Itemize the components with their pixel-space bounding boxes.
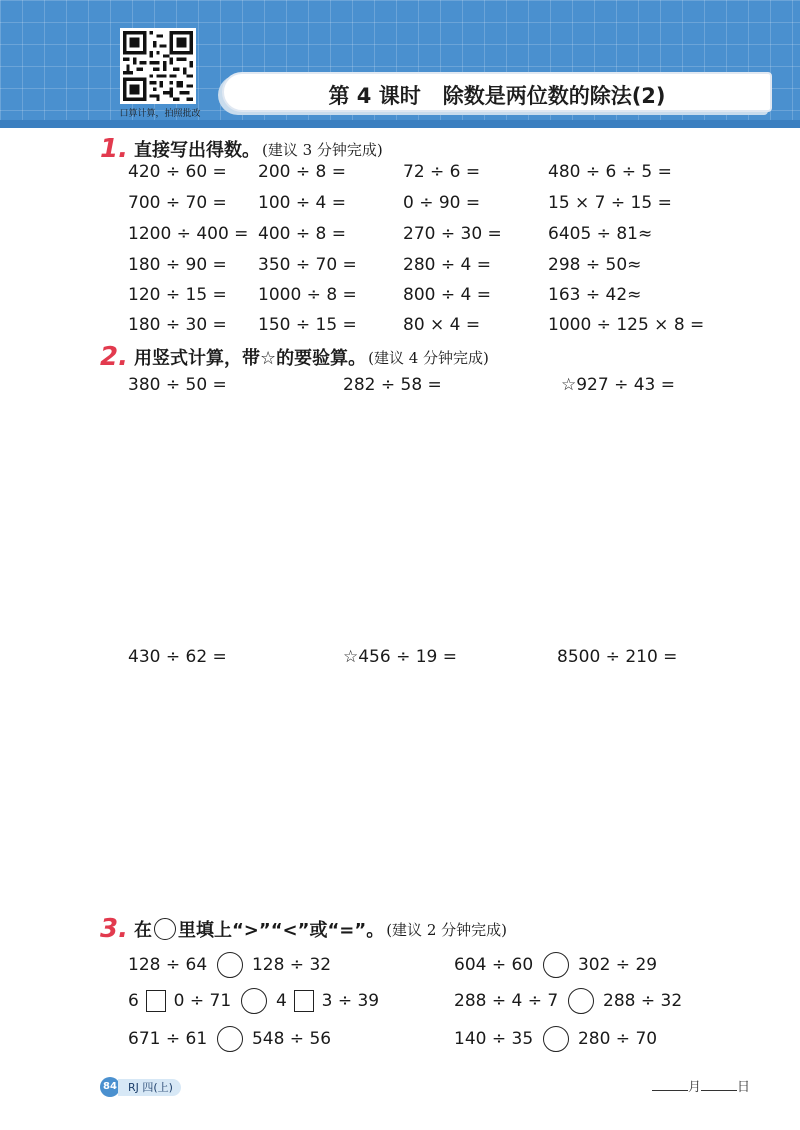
compare-row	[128, 952, 331, 978]
oral-problem: 180 ÷ 30 =	[128, 315, 227, 335]
compare-row	[128, 1026, 331, 1052]
section-1-number: 1.	[100, 134, 128, 164]
compare-left-rest: 0 ÷ 71	[173, 991, 232, 1011]
section-2-number: 2.	[100, 342, 128, 372]
oral-problem: 298 ÷ 50≈	[548, 255, 642, 275]
date-field	[652, 1076, 750, 1095]
digit-box-input[interactable]	[146, 990, 166, 1012]
month-label: 月	[688, 1080, 702, 1095]
compare-circle-input[interactable]	[543, 1026, 569, 1052]
oral-problem: 800 ÷ 4 =	[403, 285, 491, 305]
oral-problem: 270 ÷ 30 =	[403, 224, 502, 244]
oral-problem: 100 ÷ 4 =	[258, 193, 346, 213]
vertical-problem-check: ☆927 ÷ 43 =	[561, 375, 676, 395]
digit-box-input[interactable]	[294, 990, 314, 1012]
lesson-title-bar	[222, 72, 772, 112]
oral-problem: 480 ÷ 6 ÷ 5 =	[548, 162, 672, 182]
section-2-hint: (建议 4 分钟完成)	[368, 348, 489, 367]
compare-right: 302 ÷ 29	[577, 955, 658, 975]
section-1-heading	[100, 134, 383, 164]
section-1-hint: (建议 3 分钟完成)	[261, 140, 383, 159]
compare-left-digit: 6	[128, 991, 139, 1011]
oral-problem: 120 ÷ 15 =	[128, 285, 227, 305]
section-3-heading	[100, 914, 507, 944]
vertical-problem: 8500 ÷ 210 =	[557, 647, 678, 667]
day-label: 日	[737, 1080, 751, 1095]
compare-right: 128 ÷ 32	[251, 955, 332, 975]
page-number: 84	[100, 1077, 120, 1097]
vertical-problem-check: ☆456 ÷ 19 =	[343, 647, 458, 667]
oral-problem: 420 ÷ 60 =	[128, 162, 227, 182]
lesson-number: 第 4 课时	[328, 84, 421, 108]
compare-left: 671 ÷ 61	[128, 1029, 208, 1049]
compare-left: 140 ÷ 35	[454, 1029, 534, 1049]
oral-problem: 0 ÷ 90 =	[403, 193, 481, 213]
compare-row	[454, 988, 682, 1014]
oral-problem: 200 ÷ 8 =	[258, 162, 346, 182]
compare-circle-input[interactable]	[568, 988, 594, 1014]
oral-problem: 80 × 4 =	[403, 315, 481, 335]
qr-caption: 口算计算，拍照批改	[119, 109, 201, 119]
oral-problem: 180 ÷ 90 =	[128, 255, 227, 275]
section-1-instruction: 直接写出得数。	[133, 140, 260, 161]
compare-circle-input[interactable]	[543, 952, 569, 978]
compare-circle-input[interactable]	[217, 952, 243, 978]
edition-label: RJ 四(上)	[118, 1079, 181, 1096]
oral-problem: 15 × 7 ÷ 15 =	[548, 193, 672, 213]
oral-problem: 400 ÷ 8 =	[258, 224, 346, 244]
lesson-title	[224, 80, 770, 110]
compare-circle-input[interactable]	[241, 988, 267, 1014]
section-3-hint: (建议 2 分钟完成)	[386, 920, 507, 939]
circle-symbol-icon	[154, 918, 176, 940]
oral-problem: 1000 ÷ 125 × 8 =	[548, 315, 705, 335]
month-blank[interactable]	[652, 1079, 688, 1091]
vertical-problem: 380 ÷ 50 =	[128, 375, 227, 395]
lesson-topic: 除数是两位数的除法(2)	[442, 84, 666, 108]
compare-row	[454, 1026, 657, 1052]
oral-problem: 700 ÷ 70 =	[128, 193, 227, 213]
oral-problem: 350 ÷ 70 =	[258, 255, 357, 275]
oral-problem: 150 ÷ 15 =	[258, 315, 357, 335]
vertical-problem: 430 ÷ 62 =	[128, 647, 227, 667]
section-3-instruction-a: 在	[133, 920, 152, 941]
oral-problem: 1000 ÷ 8 =	[258, 285, 357, 305]
section-2-heading	[100, 342, 489, 372]
section-2-instruction: 用竖式计算，带☆的要验算。	[133, 348, 367, 369]
oral-problem: 280 ÷ 4 =	[403, 255, 491, 275]
section-3-instruction-b: 里填上“>”“<”或“=”。	[177, 920, 385, 941]
oral-problem: 6405 ÷ 81≈	[548, 224, 653, 244]
compare-row	[454, 952, 657, 978]
vertical-problem: 282 ÷ 58 =	[343, 375, 442, 395]
compare-left: 128 ÷ 64	[128, 955, 208, 975]
compare-right: 548 ÷ 56	[251, 1029, 332, 1049]
compare-right-digit: 4	[275, 991, 287, 1011]
oral-problem: 1200 ÷ 400 =	[128, 224, 249, 244]
compare-left: 604 ÷ 60	[454, 955, 534, 975]
section-3-number: 3.	[100, 914, 128, 944]
compare-right-rest: 3 ÷ 39	[321, 991, 380, 1011]
compare-right: 288 ÷ 32	[603, 991, 683, 1011]
day-blank[interactable]	[701, 1079, 737, 1091]
oral-problem: 163 ÷ 42≈	[548, 285, 642, 305]
compare-row	[128, 988, 379, 1014]
compare-circle-input[interactable]	[217, 1026, 243, 1052]
qr-code-icon[interactable]	[120, 28, 196, 104]
compare-right: 280 ÷ 70	[577, 1029, 658, 1049]
compare-left: 288 ÷ 4 ÷ 7	[454, 991, 559, 1011]
oral-problem: 72 ÷ 6 =	[403, 162, 481, 182]
